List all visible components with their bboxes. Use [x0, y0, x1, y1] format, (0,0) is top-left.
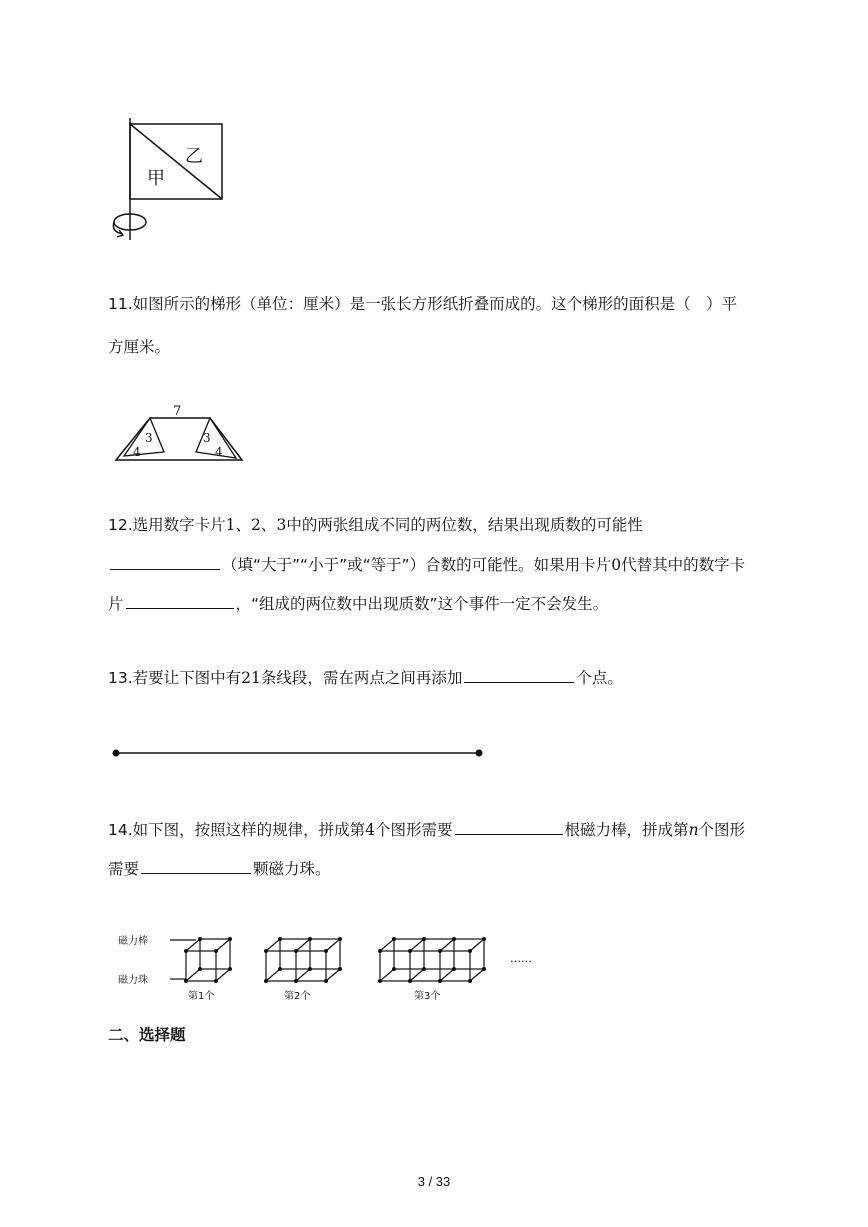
q12-line1: 12.选用数字卡片1、2、3中的两张组成不同的两位数，结果出现质数的可能性 — [108, 516, 643, 534]
label-yi: 乙 — [185, 146, 203, 167]
q12-blank-2[interactable] — [126, 592, 234, 609]
label-left-4: 4 — [133, 445, 141, 459]
label-right-3: 3 — [203, 431, 211, 445]
q11-line2: 方厘米。 — [108, 338, 171, 356]
q14-line2: 需要 颗磁力珠。 — [108, 857, 331, 880]
q12-blank-1[interactable] — [110, 553, 220, 570]
caption-1: 第1个 — [188, 991, 215, 1002]
q14-blank-2[interactable] — [141, 857, 251, 874]
page-number: 3 / 33 — [417, 1174, 451, 1189]
caption-2: 第2个 — [284, 991, 311, 1002]
q13-blank[interactable] — [464, 666, 574, 683]
q12-line2: （填“大于”“小于”或“等于”）合数的可能性。如果用卡片0代替其中的数字卡 — [108, 553, 745, 576]
label-top-7: 7 — [173, 404, 182, 419]
label-bead: 磁力珠 — [118, 975, 148, 986]
label-right-4: 4 — [215, 445, 223, 459]
q14-line1: 14.如下图，按照这样的规律，拼成第4个图形需要 根磁力棒，拼成第n个图形 — [108, 818, 745, 841]
q11-trapezoid-figure — [112, 400, 252, 470]
q13-segment-figure — [110, 745, 490, 761]
q11-line1: 11.如图所示的梯形（单位：厘米）是一张长方形纸折叠而成的。这个梯形的面积是（ ）平 — [108, 295, 738, 313]
section-heading-choice: 二、选择题 — [108, 1026, 186, 1044]
label-jia: 甲 — [147, 168, 165, 189]
q10-figure — [105, 112, 235, 247]
caption-3: 第3个 — [414, 991, 441, 1002]
q14-cubes-figure — [108, 925, 548, 1005]
q12-line3: 片 ，“组成的两位数中出现质数”这个事件一定不会发生。 — [108, 592, 608, 615]
ellipsis: …… — [510, 952, 532, 965]
label-left-3: 3 — [145, 431, 153, 445]
q13-line: 13.若要让下图中有21条线段，需在两点之间再添加 个点。 — [108, 666, 623, 689]
label-rod: 磁力棒 — [118, 936, 148, 947]
q14-blank-1[interactable] — [455, 818, 563, 835]
